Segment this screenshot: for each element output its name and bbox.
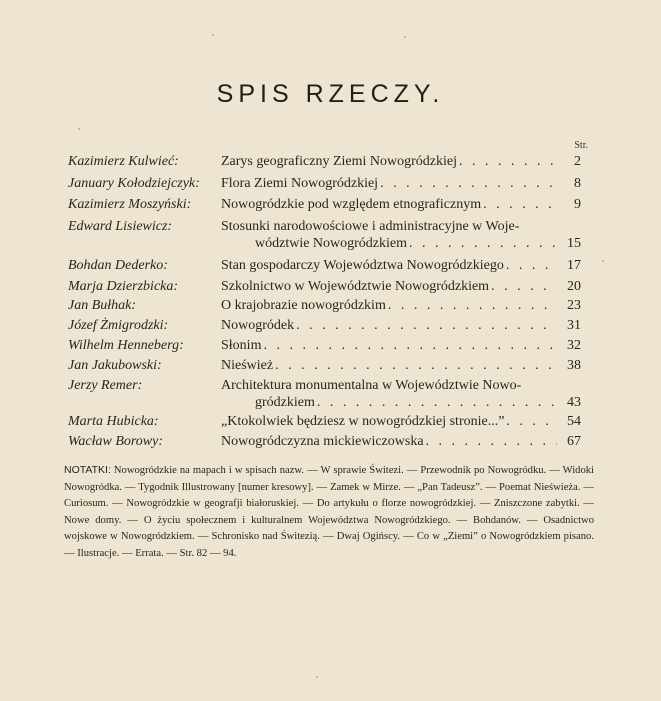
entry-title-line — [221, 195, 559, 215]
page-column-label: Str. — [574, 140, 588, 151]
entry-title: Flora Ziemi Nowogródzkiej — [221, 176, 379, 191]
notes-label: NOTATKI: — [64, 464, 111, 476]
entry-page: 17 — [567, 258, 581, 273]
entry-page: 20 — [567, 279, 581, 294]
leader-dots — [426, 432, 557, 452]
entry-page: 8 — [574, 176, 581, 191]
leader-dots — [506, 412, 557, 432]
entry-page: 2 — [574, 154, 581, 169]
leader-dots — [380, 174, 557, 194]
entry-title-line — [221, 336, 559, 356]
toc-entry — [0, 296, 661, 316]
entry-author: Marja Dzierzbicka: — [68, 279, 179, 294]
entry-title: Stan gospodarczy Województwa Nowogródzkiego — [221, 258, 504, 273]
entry-title-line — [221, 152, 559, 172]
paper-speck — [404, 36, 406, 38]
entry-author: Kazimierz Kulwieć: — [68, 154, 179, 169]
entry-author: Kazimierz Moszyński: — [68, 197, 192, 212]
entry-title-line — [221, 356, 559, 376]
entry-page: 23 — [567, 298, 581, 313]
entry-title-line — [221, 256, 559, 276]
leader-dots — [388, 296, 557, 316]
entry-title-continued: gródzkiem — [255, 395, 315, 410]
entry-page: 31 — [567, 318, 581, 333]
leader-dots — [483, 195, 557, 215]
paper-speck — [212, 34, 214, 36]
entry-title-line — [255, 393, 559, 413]
entry-title: Nowogródzkie pod względem etnograficznym — [221, 197, 482, 212]
leader-dots — [506, 256, 557, 276]
entry-page: 54 — [567, 414, 581, 429]
entry-author: Jan Bułhak: — [68, 298, 137, 313]
entry-title: Nieśwież — [221, 358, 274, 373]
toc-entry — [0, 356, 661, 376]
entry-title-line — [221, 316, 559, 336]
entry-title: Stosunki narodowościowe i administracyjne w Woje- — [221, 219, 520, 234]
entry-author: Jan Jakubowski: — [68, 358, 162, 373]
entry-title: „Ktokolwiek będziesz w nowogródzkiej stronie...” — [221, 414, 505, 429]
entry-author: Marta Hubicka: — [68, 414, 159, 429]
leader-dots — [296, 316, 557, 336]
entry-title: Zarys geograficzny Ziemi Nowogródzkiej — [221, 154, 457, 169]
entry-title-continued: wództwie Nowogródzkiem — [255, 236, 408, 251]
leader-dots — [275, 356, 557, 376]
leader-dots — [409, 234, 557, 254]
entry-author: Jerzy Remer: — [68, 378, 143, 393]
toc-entry — [0, 256, 661, 276]
notes-text: Nowogródzkie na mapach i w spisach nazw. — W sprawie Świtezi. — Przewodnik po Nowogródku. — Widoki Nowogródka. — Tygodnik Illustrowany [numer kresowy]. — Zamek w Mirze. — „Pan Tadeusz”. — Poemat Nieświeża. — Curiosum. — Nowogródzkie w geografji białoruskiej. — Do artykułu o florze nowogródzkiej. — Zniszczone zabytki. — Nowe domy. — O życiu społecznem i kulturalnem Województwa Nowogródzkiego. — Bohdanów. — Osadnictwo wojskowe w Nowogródzkiem. — Schronisko nad Świtezią. — Dwaj Ogińscy. — Co w „Ziemi” o Nowogródzkiem pisano. — Ilustracje. — Errata. — Str. 82 — 94. — [64, 465, 594, 559]
entry-page: 15 — [567, 236, 581, 251]
entry-title: Nowogródczyzna mickiewiczowska — [221, 434, 424, 449]
toc-entry-continuation — [0, 393, 661, 413]
toc-entry — [0, 316, 661, 336]
toc-entry — [0, 336, 661, 356]
notes-paragraph — [64, 462, 594, 562]
entry-title-line — [221, 277, 559, 297]
entry-author: Józef Żmigrodzki: — [68, 318, 169, 333]
leader-dots — [317, 393, 557, 413]
entry-title-line — [221, 174, 559, 194]
toc-entry — [0, 432, 661, 452]
toc-entry — [0, 412, 661, 432]
entry-author: Edward Lisiewicz: — [68, 219, 173, 234]
entry-title: Architektura monumentalna w Województwie Nowo- — [221, 378, 522, 393]
toc-entry-continuation — [0, 234, 661, 254]
entry-author: Bohdan Dederko: — [68, 258, 168, 273]
entry-page: 43 — [567, 395, 581, 410]
entry-title-line — [221, 412, 559, 432]
page-title: SPIS RZECZY. — [216, 80, 445, 108]
entry-title: Nowogródek — [221, 318, 295, 333]
entry-title-line — [221, 432, 559, 452]
entry-author: Wilhelm Henneberg: — [68, 338, 184, 353]
entry-author: Wacław Borowy: — [68, 434, 164, 449]
entry-title-line — [221, 296, 559, 316]
leader-dots — [263, 336, 557, 356]
entry-title: O krajobrazie nowogródzkim — [221, 298, 386, 313]
entry-title-line — [255, 234, 559, 254]
toc-entry — [0, 174, 661, 194]
leader-dots — [459, 152, 557, 172]
toc-entry — [0, 277, 661, 297]
paper-speck — [78, 128, 80, 130]
toc-entry — [0, 195, 661, 215]
toc-entry — [0, 152, 661, 172]
entry-title: Słonim — [221, 338, 262, 353]
entry-page: 67 — [567, 434, 581, 449]
entry-page: 32 — [567, 338, 581, 353]
entry-page: 38 — [567, 358, 581, 373]
entry-title: Szkolnictwo w Województwie Nowogródzkiem — [221, 279, 490, 294]
entry-page: 9 — [574, 197, 581, 212]
paper-speck — [316, 676, 318, 678]
entry-author: January Kołodziejczyk: — [68, 176, 200, 191]
leader-dots — [491, 277, 557, 297]
